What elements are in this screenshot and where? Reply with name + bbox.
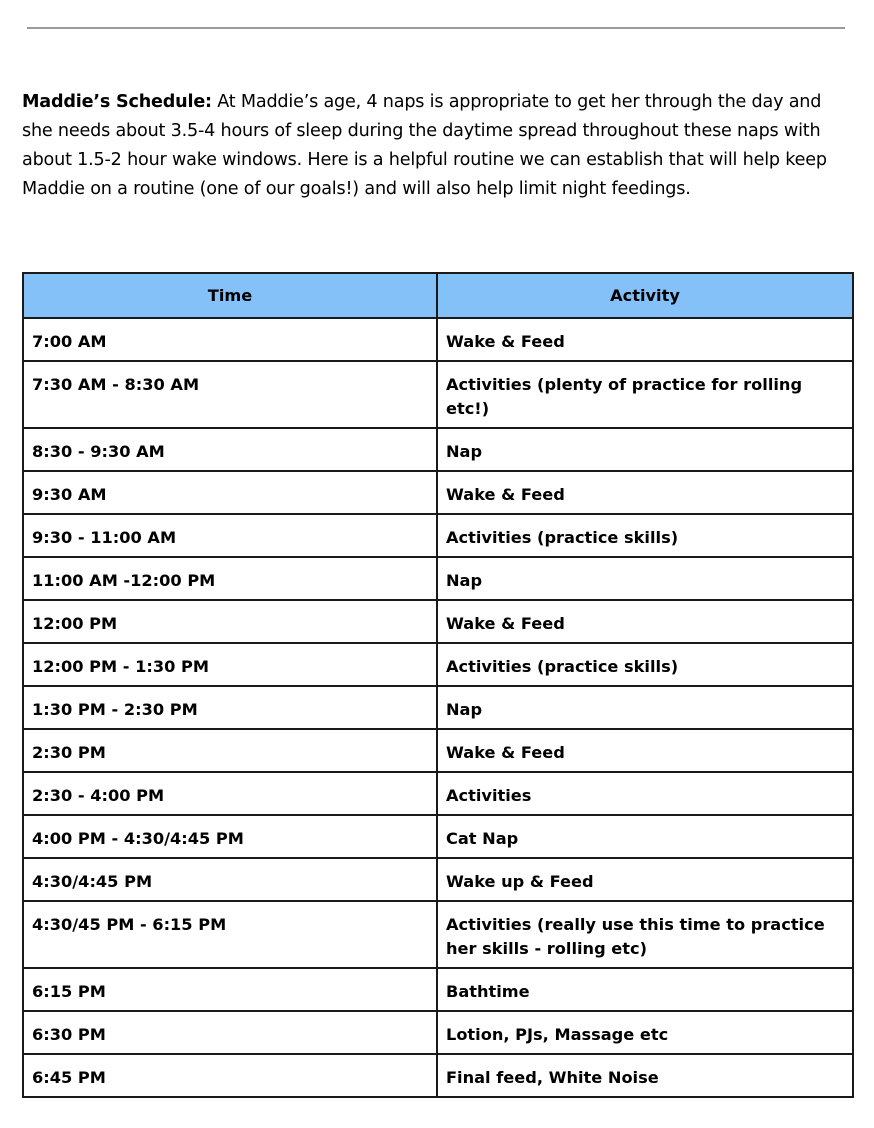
time-cell: 11:00 AM -12:00 PM xyxy=(23,557,437,600)
table-row xyxy=(23,968,853,1011)
activity-cell: Wake up & Feed xyxy=(437,858,853,901)
time-cell: 7:00 AM xyxy=(23,318,437,361)
time-cell: 12:00 PM xyxy=(23,600,437,643)
table-row xyxy=(23,729,853,772)
table-row xyxy=(23,514,853,557)
table-row xyxy=(23,471,853,514)
activity-cell: Cat Nap xyxy=(437,815,853,858)
table-row xyxy=(23,557,853,600)
time-cell: 2:30 - 4:00 PM xyxy=(23,772,437,815)
activity-cell: Wake & Feed xyxy=(437,318,853,361)
table-row xyxy=(23,686,853,729)
time-cell: 12:00 PM - 1:30 PM xyxy=(23,643,437,686)
activity-cell: Activities (plenty of practice for rolling etc!) xyxy=(437,361,853,428)
table-row xyxy=(23,1054,853,1097)
table-row xyxy=(23,361,853,428)
schedule-table xyxy=(22,272,854,1098)
table-row xyxy=(23,901,853,968)
time-cell: 4:30/45 PM - 6:15 PM xyxy=(23,901,437,968)
table-row xyxy=(23,428,853,471)
table-row xyxy=(23,1011,853,1054)
column-header-activity: Activity xyxy=(437,273,853,318)
time-cell: 2:30 PM xyxy=(23,729,437,772)
table-row xyxy=(23,318,853,361)
table-row xyxy=(23,858,853,901)
activity-cell: Lotion, PJs, Massage etc xyxy=(437,1011,853,1054)
activity-cell: Bathtime xyxy=(437,968,853,1011)
activity-cell: Final feed, White Noise xyxy=(437,1054,853,1097)
time-cell: 4:00 PM - 4:30/4:45 PM xyxy=(23,815,437,858)
activity-cell: Activities (practice skills) xyxy=(437,514,853,557)
activity-cell: Wake & Feed xyxy=(437,600,853,643)
table-row xyxy=(23,772,853,815)
time-cell: 6:45 PM xyxy=(23,1054,437,1097)
time-cell: 1:30 PM - 2:30 PM xyxy=(23,686,437,729)
time-cell: 7:30 AM - 8:30 AM xyxy=(23,361,437,428)
schedule-intro-body: At Maddie’s age, 4 naps is appropriate to get her through the day and she needs about 3.5-4 hours of sleep during the daytime spread throughout these naps with about 1.5-2 hour wake windows. Here is a helpful routine we can establish that will help keep Maddie on a routine (one of our goals!) and will also help limit night feedings. xyxy=(22,91,827,199)
schedule-intro-paragraph xyxy=(22,88,852,204)
time-cell: 6:15 PM xyxy=(23,968,437,1011)
table-row xyxy=(23,600,853,643)
table-row xyxy=(23,643,853,686)
activity-cell: Nap xyxy=(437,557,853,600)
activity-cell: Wake & Feed xyxy=(437,471,853,514)
time-cell: 6:30 PM xyxy=(23,1011,437,1054)
time-cell: 4:30/4:45 PM xyxy=(23,858,437,901)
activity-cell: Activities xyxy=(437,772,853,815)
table-header-row xyxy=(23,273,853,318)
activity-cell: Nap xyxy=(437,428,853,471)
time-cell: 9:30 - 11:00 AM xyxy=(23,514,437,557)
activity-cell: Activities (practice skills) xyxy=(437,643,853,686)
activity-cell: Nap xyxy=(437,686,853,729)
activity-cell: Wake & Feed xyxy=(437,729,853,772)
time-cell: 9:30 AM xyxy=(23,471,437,514)
activity-cell: Activities (really use this time to practice her skills - rolling etc) xyxy=(437,901,853,968)
schedule-intro-lead: Maddie’s Schedule: xyxy=(22,91,212,112)
time-cell: 8:30 - 9:30 AM xyxy=(23,428,437,471)
horizontal-rule xyxy=(27,27,845,29)
table-row xyxy=(23,815,853,858)
column-header-time: Time xyxy=(23,273,437,318)
